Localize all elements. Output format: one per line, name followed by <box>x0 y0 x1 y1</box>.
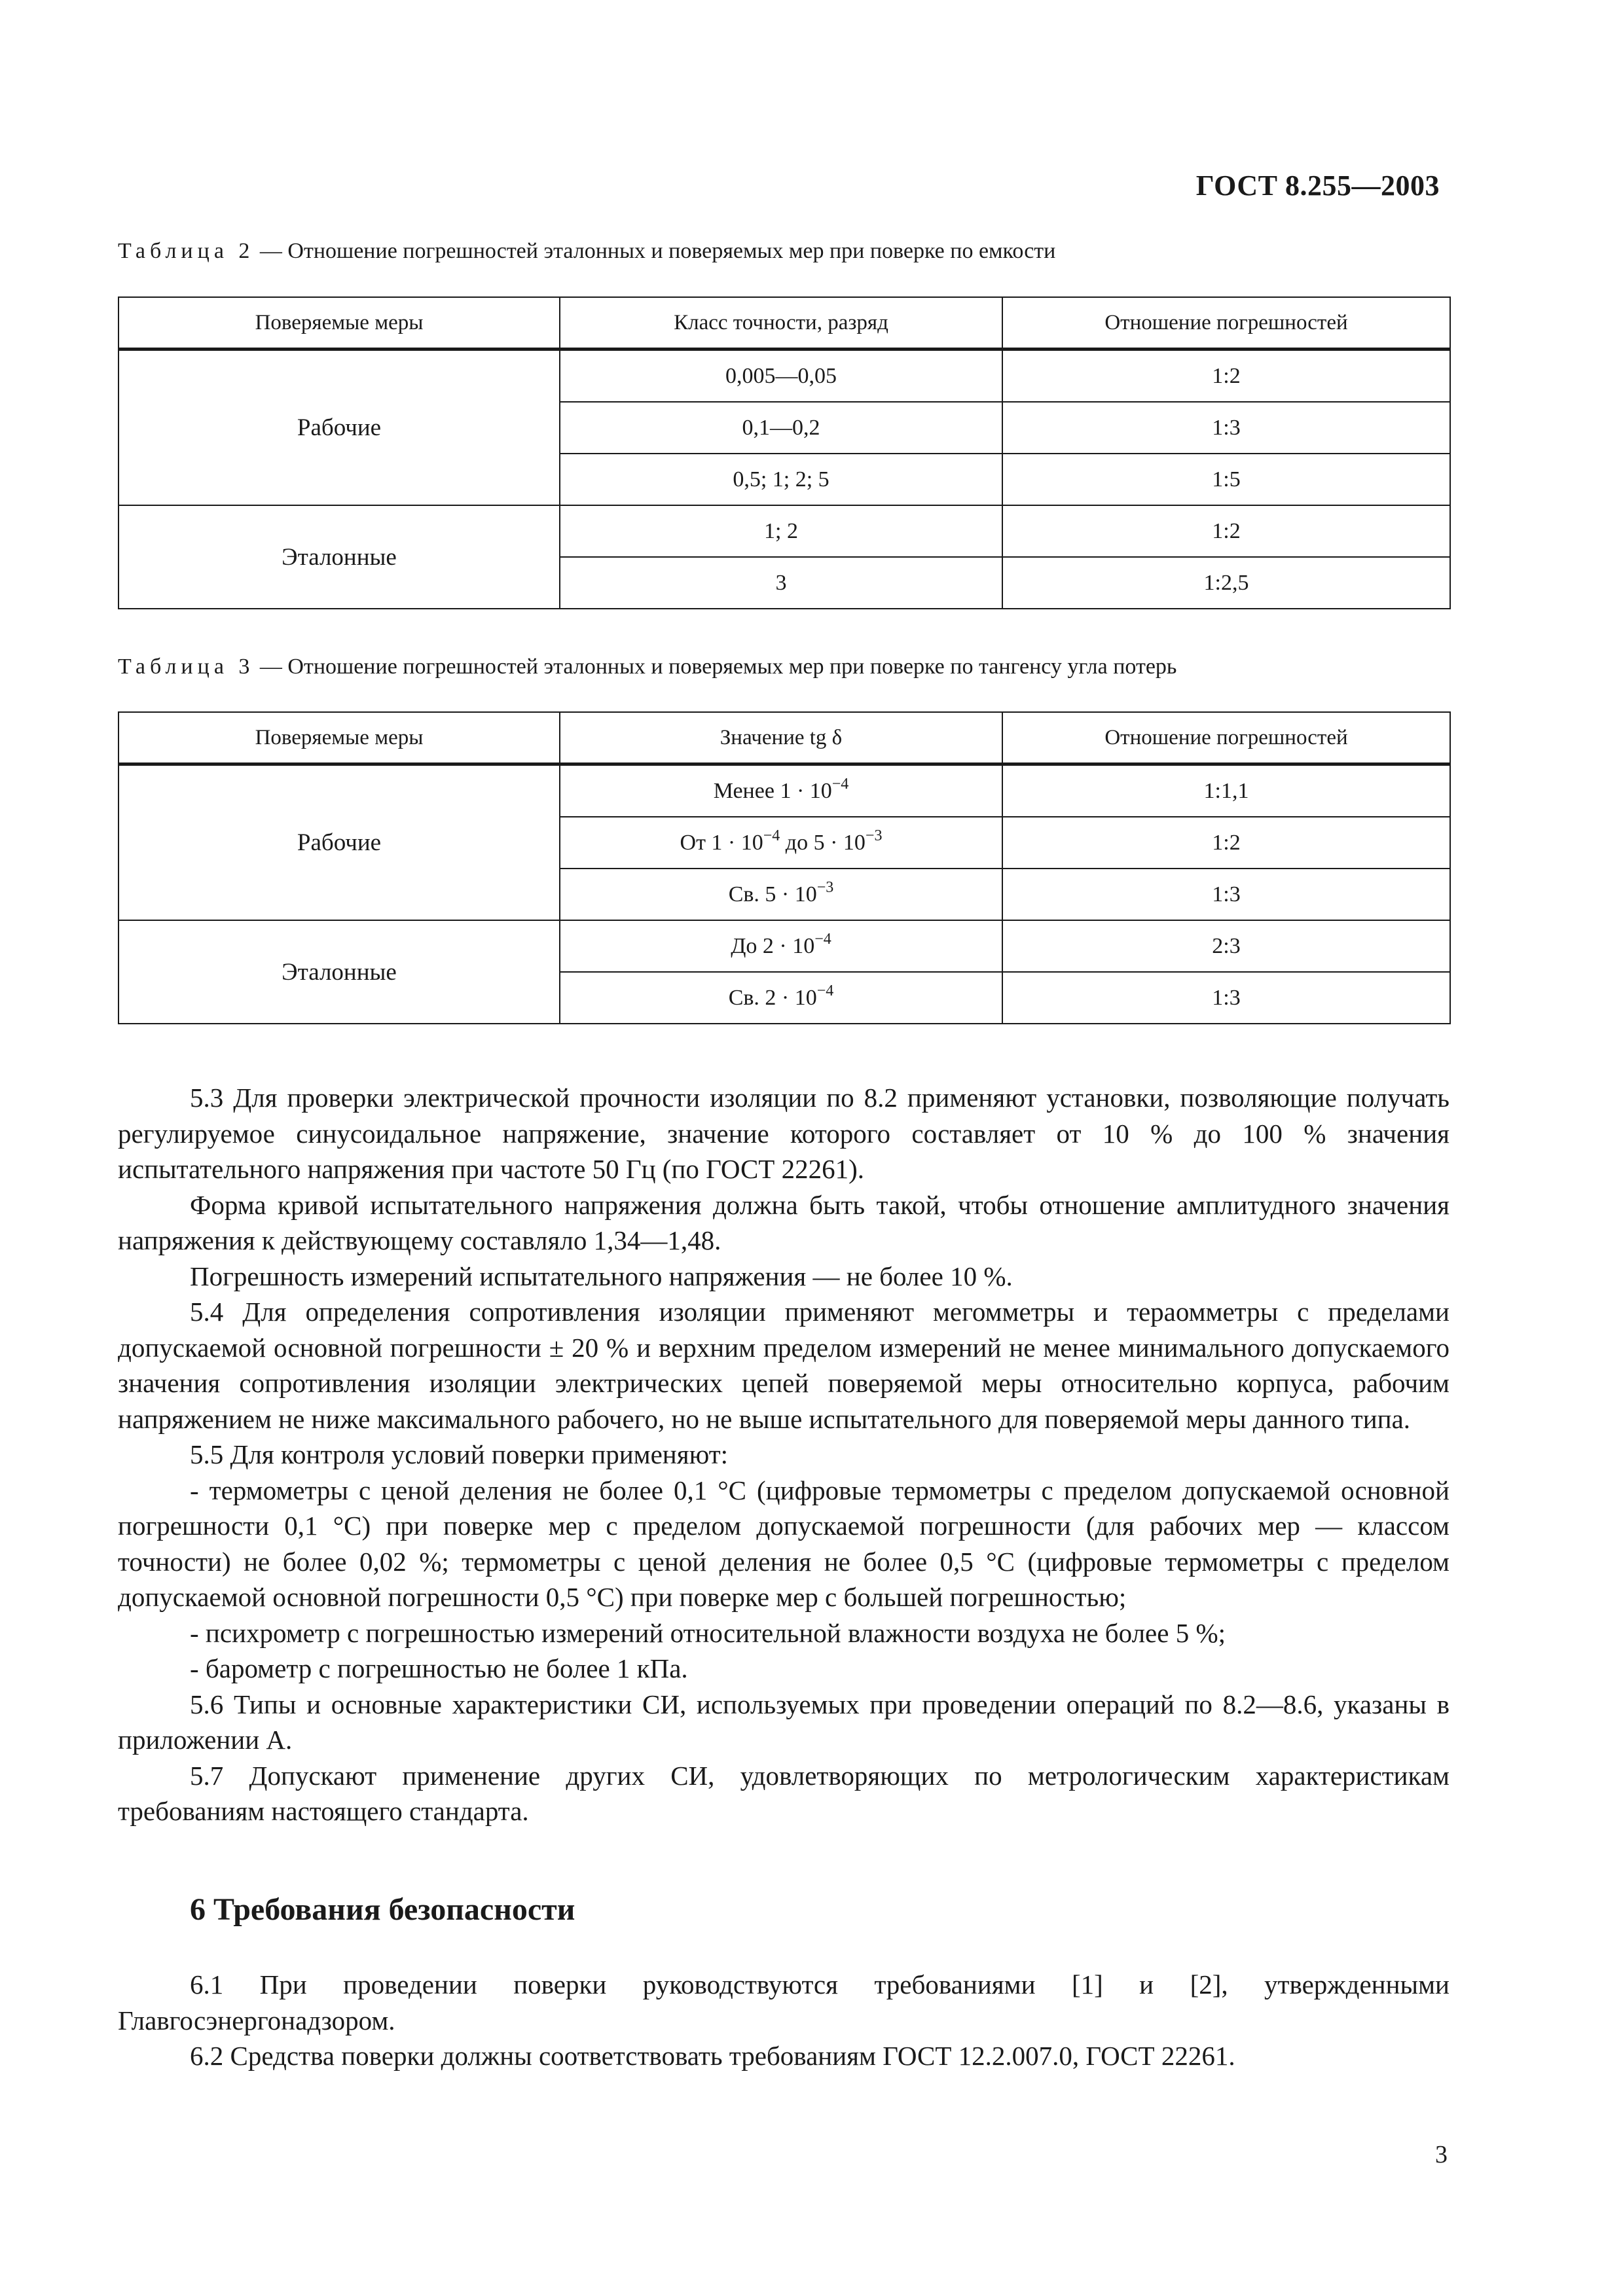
table2-caption <box>118 239 1447 264</box>
ratio-cell: 1:3 <box>1002 972 1450 1024</box>
list-item: - барометр с погрешностью не более 1 кПа. <box>190 1653 688 1683</box>
ratio-cell: 1:2,5 <box>1002 557 1450 609</box>
table3-caption-label: Таблица 3 <box>118 655 255 679</box>
tg-value-exponent: −4 <box>763 827 780 844</box>
paragraph: 6.1 При проведении поверки руководствуются требованиями [1] и [2], утвержденными Главгосэнергонадзором. <box>118 1969 1450 2036</box>
tg-value-cell <box>560 817 1002 869</box>
page-number: 3 <box>1435 2141 1448 2168</box>
section5-body <box>118 1080 1450 1829</box>
list-item: - психрометр с погрешностью измерений относительной влажности воздуха не более 5 %; <box>190 1617 1226 1648</box>
tg-value-exponent: −4 <box>816 982 834 999</box>
section-title: 6 Требования безопасности <box>190 1892 575 1927</box>
paragraph: 5.3 Для проверки электрической прочности изоляции по 8.2 применяют установки, позволяющие получать регулируемое синусоидальное напряжение, значение которого составляет от 10 % до 100 % значения испытательного напряжения при частоте 50 Гц (по ГОСТ 22261). <box>118 1083 1450 1184</box>
document-header: ГОСТ 8.255—2003 <box>1195 170 1440 202</box>
paragraph: 5.5 Для контроля условий поверки применяют: <box>190 1439 729 1469</box>
tg-value-text: До 2 · 10 <box>731 933 815 958</box>
tg-value-exponent: −4 <box>831 775 849 793</box>
ratio-cell: 1:1,1 <box>1002 764 1450 817</box>
column-header: Значение tg δ <box>560 712 1002 764</box>
tg-value-exponent: −3 <box>865 827 883 844</box>
table2-caption-label: Таблица 2 <box>118 239 255 263</box>
ratio-cell: 2:3 <box>1002 920 1450 972</box>
paragraph: 5.6 Типы и основные характеристики СИ, используемых при проведении операций по 8.2—8.6, указаны в приложении А. <box>118 1689 1450 1755</box>
group-cell: Эталонные <box>119 505 560 609</box>
table-row <box>119 920 1450 972</box>
tg-value-cell <box>560 972 1002 1024</box>
table3-caption <box>118 655 1447 679</box>
class-cell: 0,5; 1; 2; 5 <box>560 454 1002 505</box>
tg-value-exponent: −3 <box>816 878 834 896</box>
paragraph: Погрешность измерений испытательного напряжения — не более 10 %. <box>190 1261 1013 1291</box>
class-cell: 1; 2 <box>560 505 1002 557</box>
tg-value-text: От 1 · 10 <box>680 830 763 855</box>
ratio-cell: 1:3 <box>1002 402 1450 454</box>
class-cell: 0,005—0,05 <box>560 350 1002 403</box>
paragraph: Форма кривой испытательного напряжения должна быть такой, чтобы отношение амплитудного значения напряжения к действующему составляло 1,34—1,48. <box>118 1189 1450 1255</box>
column-header: Класс точности, разряд <box>560 297 1002 350</box>
paragraph: 5.7 Допускают применение других СИ, удовлетворяющих по метрологическим характеристикам требованиям настоящего стандарта. <box>118 1760 1450 1826</box>
ratio-cell: 1:2 <box>1002 817 1450 869</box>
group-cell: Эталонные <box>119 920 560 1024</box>
tg-value-text: Св. 2 · 10 <box>728 985 817 1010</box>
table2 <box>118 296 1451 609</box>
paragraph: 5.4 Для определения сопротивления изоляции применяют мегомметры и тераомметры с пределами допускаемой основной погрешности ± 20 % и верхним пределом измерений не менее минимального допускаемого значения сопротивления изоляции электрических цепей поверяемой меры относительно корпуса, рабочим напряжением не ниже максимального рабочего, но не выше испытательного для поверяемой меры данного типа. <box>118 1297 1450 1434</box>
tg-value-cell <box>560 920 1002 972</box>
column-header: Поверяемые меры <box>119 712 560 764</box>
class-cell: 3 <box>560 557 1002 609</box>
list-item: - термометры с ценой деления не более 0,1 °С (цифровые термометры с пределом допускаемой основной погрешности 0,1 °С) при поверке мер с пределом допускаемой погрешности (для рабочих мер — классом точности) не более 0,02 %; термометры с ценой деления не более 0,5 °С (цифровые термометры с пределом допускаемой основной погрешности 0,5 °С) при поверке мер с большей погрешностью; <box>118 1475 1450 1612</box>
table3 <box>118 711 1451 1024</box>
tg-value-text: до 5 · 10 <box>780 830 866 855</box>
tg-value-text: Менее 1 · 10 <box>713 778 832 803</box>
section6-body <box>118 1967 1450 2074</box>
ratio-cell: 1:3 <box>1002 869 1450 920</box>
table3-caption-text: — Отношение погрешностей эталонных и поверяемых мер при поверке по тангенсу угла потерь <box>259 655 1177 679</box>
ratio-cell: 1:5 <box>1002 454 1450 505</box>
paragraph: 6.2 Средства поверки должны соответствовать требованиям ГОСТ 12.2.007.0, ГОСТ 22261. <box>190 2041 1235 2071</box>
table-header-row <box>119 712 1450 764</box>
table-row <box>119 764 1450 817</box>
table-row <box>119 350 1450 403</box>
table2-caption-text: — Отношение погрешностей эталонных и поверяемых мер при поверке по емкости <box>259 239 1056 263</box>
table-row <box>119 505 1450 557</box>
class-cell: 0,1—0,2 <box>560 402 1002 454</box>
group-cell: Рабочие <box>119 764 560 921</box>
column-header: Отношение погрешностей <box>1002 297 1450 350</box>
tg-value-cell <box>560 869 1002 920</box>
tg-value-exponent: −4 <box>814 930 831 948</box>
group-cell: Рабочие <box>119 350 560 506</box>
table-header-row <box>119 297 1450 350</box>
ratio-cell: 1:2 <box>1002 505 1450 557</box>
ratio-cell: 1:2 <box>1002 350 1450 403</box>
tg-value-text: Св. 5 · 10 <box>728 882 817 906</box>
tg-value-cell <box>560 764 1002 817</box>
column-header: Поверяемые меры <box>119 297 560 350</box>
column-header: Отношение погрешностей <box>1002 712 1450 764</box>
